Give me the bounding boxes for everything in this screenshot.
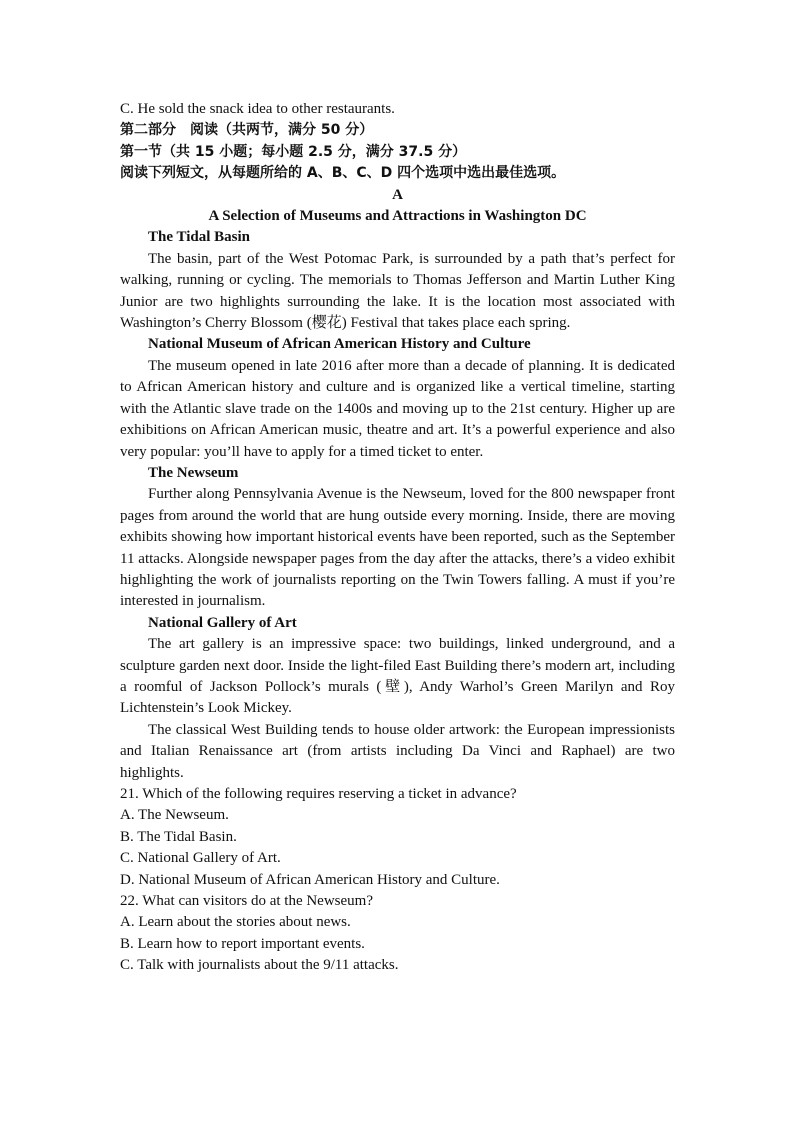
passage-section-newseum (120, 463, 675, 613)
paragraph-newseum: Further along Pennsylvania Avenue is the Newseum, loved for the 800 newspaper front pages from around the world that are hung outside every morning. Inside, there are moving exhibits showing how important historical events have been reported, such as the September 11 attacks. Alongside newspaper pages from the day after the attacks, there’s a video exhibit highlighting the work of journalists reporting on the Twin Towers falling. A must if you’re interested in journalism. (120, 486, 675, 610)
question-option: A. Learn about the stories about news. (120, 914, 351, 931)
question-option: B. Learn how to report important events. (120, 935, 365, 952)
exam-page (120, 99, 675, 977)
section-heading-national-gallery: National Gallery of Art (148, 614, 297, 631)
passage-section-tidal-basin (120, 227, 675, 334)
question-option: C. Talk with journalists about the 9/11 attacks. (120, 957, 399, 974)
question-option: C. National Gallery of Art. (120, 850, 281, 867)
previous-question-option: C. He sold the snack idea to other restaurants. (120, 101, 395, 117)
question-stem: 21. Which of the following requires reserving a ticket in advance? (120, 786, 517, 802)
passage-title: A Selection of Museums and Attractions in Washington DC (208, 208, 587, 225)
reading-instruction: 阅读下列短文，从每题所给的 A、B、C、D 四个选项中选出最佳选项。 (120, 165, 566, 182)
question-option: D. National Museum of African American History and Culture. (120, 871, 500, 888)
passage-letter: A (392, 186, 403, 203)
question-option: A. The Newseum. (120, 807, 229, 824)
section-heading: 第一节（共 15 小题；每小题 2.5 分，满分 37.5 分） (120, 143, 467, 160)
question-option: B. The Tidal Basin. (120, 828, 237, 845)
question-21 (120, 784, 675, 891)
section-heading-tidal-basin: The Tidal Basin (148, 229, 250, 246)
paragraph-tidal-basin: The basin, part of the West Potomac Park, is surrounded by a path that’s perfect for walking, running or cycling. The memorials to Thomas Jefferson and Martin Luther King Junior are two highlights surrounding the lake. It is the location most associated with Washington’s Cherry Blossom (樱花) Festival that takes place each spring. (120, 250, 675, 332)
part-heading: 第二部分 阅读（共两节，满分 50 分） (120, 122, 374, 139)
paragraph-national-gallery-2: The classical West Building tends to house older artwork: the European impressionists and Italian Renaissance art (from artists including Da Vinci and Raphael) are two highlights. (120, 721, 675, 781)
section-heading-newseum: The Newseum (148, 464, 239, 481)
question-22 (120, 891, 675, 977)
paragraph-nmaahc: The museum opened in late 2016 after more than a decade of planning. It is dedicated to African American history and culture and is organized like a vertical timeline, starting with the Atlantic slave trade on the 1400s and moving up to the 21st century. Higher up are exhibitions on African American music, theatre and art. It’s a powerful experience and also very popular: you’ll have to apply for a timed ticket to enter. (120, 357, 675, 460)
passage-section-national-gallery (120, 613, 675, 784)
question-stem: 22. What can visitors do at the Newseum? (120, 893, 373, 910)
passage-section-nmaahc (120, 334, 675, 462)
paragraph-national-gallery-1: The art gallery is an impressive space: two buildings, linked underground, and a sculpture garden next door. Inside the light-filed East Building there’s modern art, including a roomful of Jackson Pollock’s murals (壁), Andy Warhol’s Green Marilyn and Roy Lichtenstein’s Look Mickey. (120, 636, 675, 717)
section-heading-nmaahc: National Museum of African American History and Culture (148, 336, 531, 353)
